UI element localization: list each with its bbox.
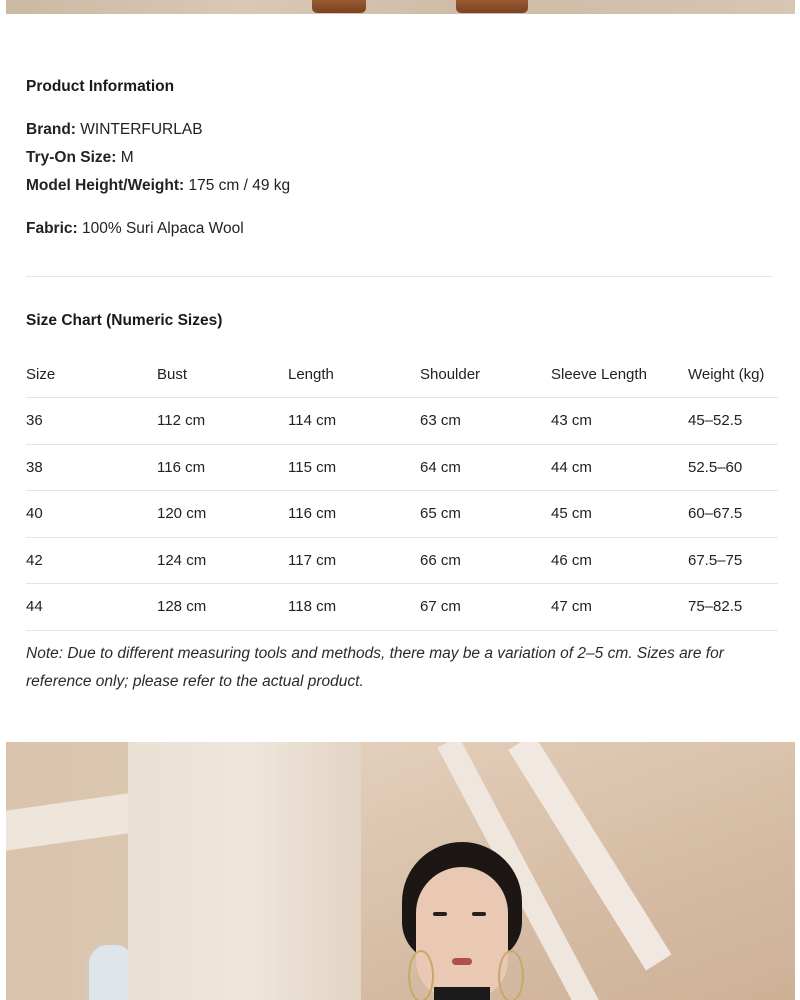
cell-weight: 45–52.5 bbox=[688, 412, 743, 430]
header-weight: Weight (kg) bbox=[688, 366, 765, 383]
fabric-line bbox=[26, 220, 244, 238]
brand-line bbox=[26, 121, 203, 139]
size-note: Note: Due to different measuring tools and methods, there may be a variation of 2–5 cm. Sizes are for reference only; please refer to the actual product. bbox=[26, 645, 724, 690]
pillar-decor bbox=[128, 742, 361, 1000]
fabric-label: Fabric: bbox=[26, 220, 78, 237]
tryon-size-line bbox=[26, 149, 134, 167]
cell-weight: 67.5–75 bbox=[688, 551, 743, 569]
cell-bust: 116 cm bbox=[157, 458, 206, 476]
model-photo bbox=[6, 742, 795, 1000]
cell-length: 118 cm bbox=[288, 598, 337, 616]
header-sleeve-length: Sleeve Length bbox=[551, 366, 647, 383]
cell-shoulder: 65 cm bbox=[420, 505, 461, 523]
cell-weight: 52.5–60 bbox=[688, 458, 743, 476]
product-info-title: Product Information bbox=[26, 78, 175, 95]
model-value: 175 cm / 49 kg bbox=[188, 177, 291, 194]
shoe-left bbox=[312, 0, 366, 13]
model-label: Model Height/Weight: bbox=[26, 177, 185, 194]
cell-sleeve-length: 47 cm bbox=[551, 598, 592, 616]
cell-size: 42 bbox=[26, 551, 43, 569]
cell-bust: 124 cm bbox=[157, 551, 207, 569]
size-chart-table bbox=[26, 352, 778, 631]
cell-length: 117 cm bbox=[288, 551, 337, 569]
earring bbox=[408, 950, 434, 1000]
cell-length: 115 cm bbox=[288, 458, 337, 476]
table-row bbox=[26, 491, 778, 538]
cell-size: 44 bbox=[26, 598, 43, 616]
cell-length: 114 cm bbox=[288, 412, 337, 430]
table-row bbox=[26, 398, 778, 445]
section-divider bbox=[26, 276, 773, 277]
cell-weight: 75–82.5 bbox=[688, 598, 743, 616]
cell-shoulder: 67 cm bbox=[420, 598, 461, 616]
model-line bbox=[26, 177, 290, 195]
earring bbox=[498, 950, 524, 1000]
cell-shoulder: 66 cm bbox=[420, 551, 461, 569]
fabric-value: 100% Suri Alpaca Wool bbox=[82, 220, 244, 237]
table-row bbox=[26, 444, 778, 491]
table-row bbox=[26, 537, 778, 584]
model-collar bbox=[434, 987, 490, 1000]
cell-bust: 120 cm bbox=[157, 505, 207, 523]
brand-value: WINTERFURLAB bbox=[80, 121, 203, 138]
table-header-row bbox=[26, 352, 778, 398]
model-lips bbox=[452, 958, 472, 965]
table-row bbox=[26, 584, 778, 631]
cell-shoulder: 64 cm bbox=[420, 458, 461, 476]
cell-sleeve-length: 44 cm bbox=[551, 458, 592, 476]
header-bust: Bust bbox=[157, 366, 188, 383]
cell-size: 36 bbox=[26, 412, 43, 430]
cell-bust: 128 cm bbox=[157, 598, 207, 616]
size-chart-title: Size Chart (Numeric Sizes) bbox=[26, 312, 223, 329]
arch-decor bbox=[6, 793, 128, 850]
cell-bust: 112 cm bbox=[157, 412, 206, 430]
cell-size: 40 bbox=[26, 505, 43, 523]
cell-sleeve-length: 45 cm bbox=[551, 505, 592, 523]
tryon-size-value: M bbox=[120, 149, 134, 166]
brand-label: Brand: bbox=[26, 121, 76, 138]
cell-shoulder: 63 cm bbox=[420, 412, 461, 430]
tryon-size-label: Try-On Size: bbox=[26, 149, 117, 166]
cell-size: 38 bbox=[26, 458, 43, 476]
cell-weight: 60–67.5 bbox=[688, 505, 743, 523]
shoe-right bbox=[456, 0, 528, 13]
cell-length: 116 cm bbox=[288, 505, 337, 523]
header-length: Length bbox=[288, 366, 334, 383]
cell-sleeve-length: 46 cm bbox=[551, 551, 592, 569]
model-eye bbox=[433, 912, 447, 916]
header-size: Size bbox=[26, 366, 56, 383]
header-shoulder: Shoulder bbox=[420, 366, 481, 383]
model-eye bbox=[472, 912, 486, 916]
cell-sleeve-length: 43 cm bbox=[551, 412, 592, 430]
product-photo-top bbox=[6, 0, 795, 14]
